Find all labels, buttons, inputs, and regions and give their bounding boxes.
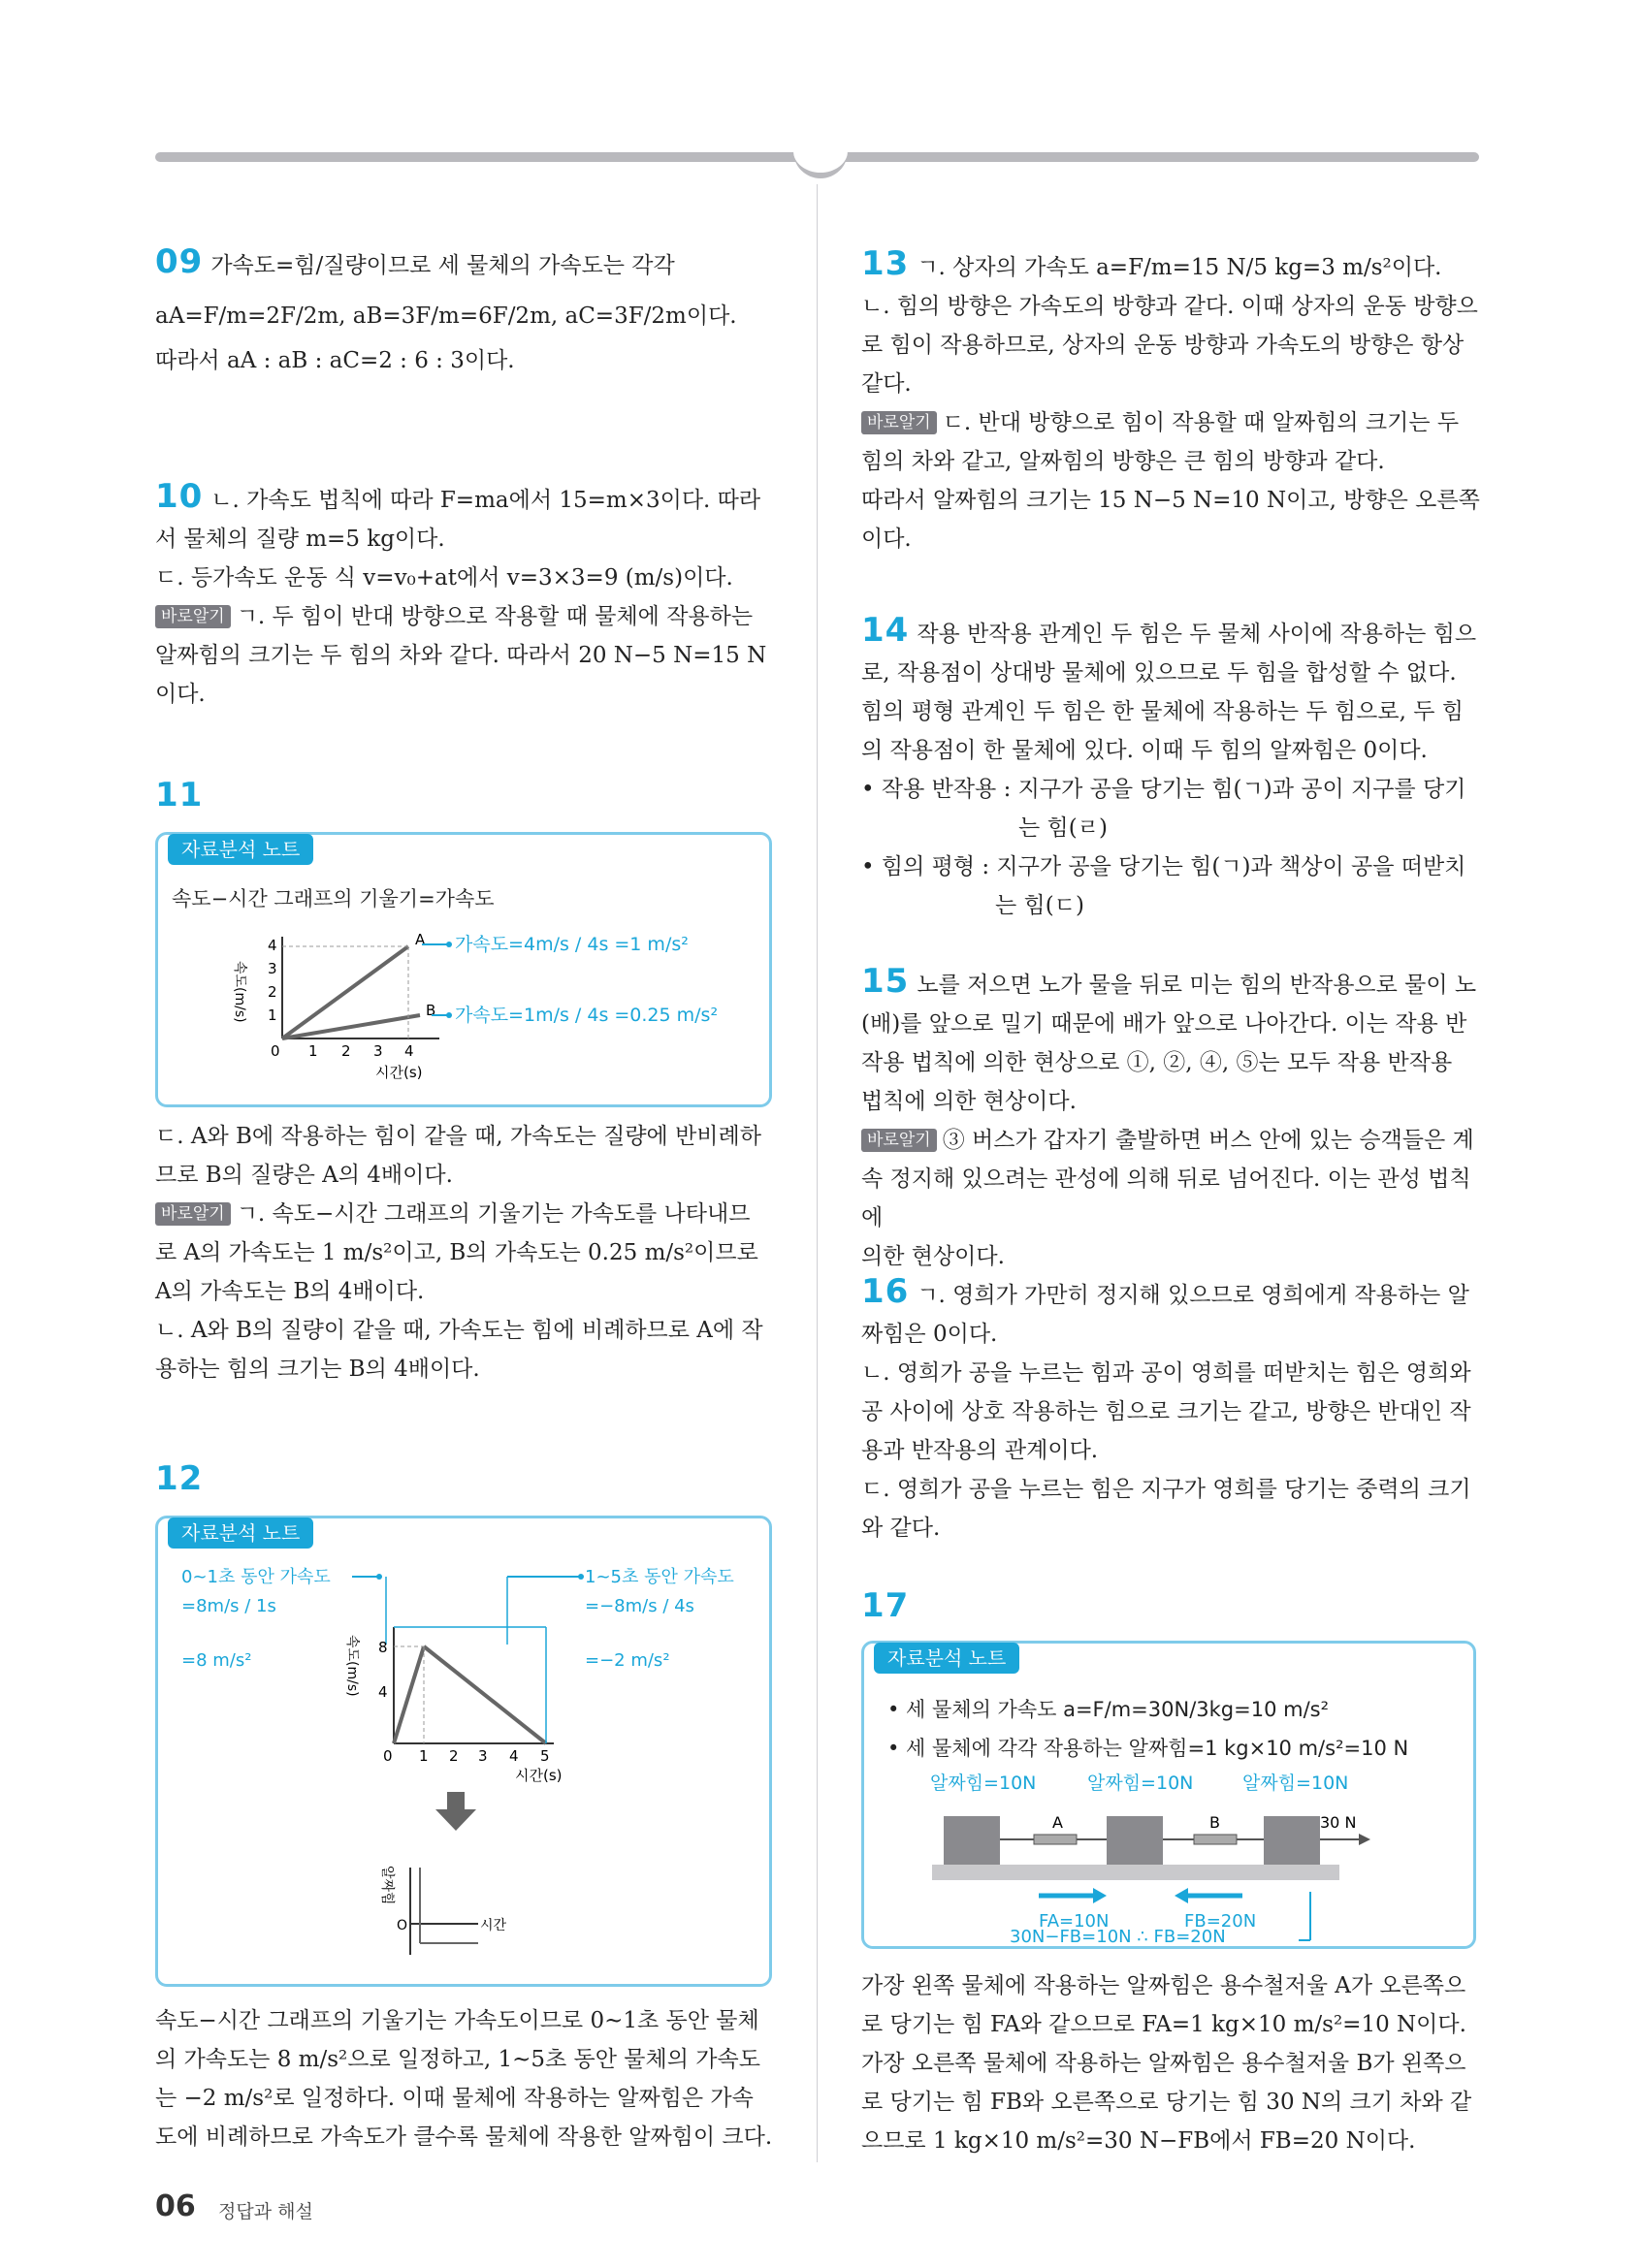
q17-spring-b-label: B: [1209, 1813, 1220, 1832]
q12-text: [155, 2001, 776, 2156]
q13-line-5: ㄷ. 반대 방향으로 힘이 작용할 때 알짜힘의 크기는 두: [942, 410, 1460, 435]
q12-tick-y8: 8: [378, 1639, 388, 1656]
q15-line-5: ③ 버스가 갑자기 출발하면 버스 안에 있는 승객들은 계: [942, 1128, 1474, 1153]
q17-line-1: 가장 왼쪽 물체에 작용하는 알짜힘은 용수철저울 A가 오른쪽으: [861, 1973, 1466, 1998]
q17-net-2: 알짜힘=10N: [1087, 1773, 1194, 1794]
q12-down-arrow: [435, 1792, 476, 1831]
q09-line-1: 가속도=힘/질량이므로 세 물체의 가속도는 각각: [210, 253, 675, 278]
q11-tick-y2: 2: [268, 983, 277, 1001]
q14-line-6: 는 힘(ㄹ): [1018, 815, 1108, 841]
q17-pull-label: 30 N: [1320, 1813, 1357, 1832]
q15-line-7: 의한 현상이다.: [861, 1244, 1005, 1269]
q09-line-3: 따라서 aA : aB : aC=2 : 6 : 3이다.: [155, 348, 515, 373]
q11-box-tag: 자료분석 노트: [168, 834, 313, 865]
footer-label: 정답과 해설: [218, 2201, 313, 2222]
q14-line-1: 작용 반작용 관계인 두 힘은 두 물체 사이에 작용하는 힘으: [917, 622, 1477, 647]
q15-line-2: (배)를 앞으로 밀기 때문에 배가 앞으로 나아간다. 이는 작용 반: [861, 1011, 1467, 1037]
q17-heading: [861, 1586, 1482, 1629]
q14-line-8: 는 힘(ㄷ): [995, 893, 1084, 918]
q17-floor: [932, 1865, 1339, 1880]
q10-number: 10: [155, 477, 204, 516]
q17-block-right: [1264, 1816, 1320, 1865]
q13-section: [861, 244, 1482, 559]
q12-note-right-2: =−2 m/s²: [585, 1650, 670, 1671]
q12-tick-x2: 2: [449, 1747, 459, 1765]
q17-number: 17: [861, 1586, 910, 1625]
q12-line-2: 의 가속도는 8 m/s²으로 일정하고, 1~5초 동안 물체의 가속도: [155, 2047, 760, 2072]
top-bar-notch: [793, 145, 848, 178]
q11-y-label: 속도(m/s): [232, 961, 247, 1023]
q12-note-left-2: =8 m/s²: [181, 1650, 252, 1671]
q16-line-7: 와 같다.: [861, 1516, 941, 1541]
q13-line-3: 로 힘이 작용하므로, 상자의 운동 방향과 가속도의 방향은 항상: [861, 333, 1465, 358]
q17-bullet-2: • 세 물체에 각각 작용하는 알짜힘=1 kg×10 m/s²=10 N: [887, 1737, 1409, 1760]
q12-tick-x5: 5: [540, 1747, 550, 1765]
q11-tick-x3: 3: [373, 1042, 383, 1060]
q17-net-1: 알짜힘=10N: [930, 1773, 1037, 1794]
q12-velocity-graph: [158, 1518, 769, 1984]
q16-line-2: 짜힘은 0이다.: [861, 1322, 998, 1347]
q11-number: 11: [155, 776, 204, 815]
q12-line-3: 는 −2 m/s²로 일정하다. 이때 물체에 작용하는 알짜힘은 가속: [155, 2086, 754, 2111]
q15-line-1: 노를 저으면 노가 물을 뒤로 미는 힘의 반작용으로 물이 노: [917, 973, 1477, 998]
q11-tick-x0: 0: [271, 1042, 280, 1060]
q17-bullet-1: • 세 물체의 가속도 a=F/m=30N/3kg=10 m/s²: [887, 1698, 1330, 1721]
q17-fa-label: FA=10N: [1039, 1911, 1110, 1932]
q13-line-4: 같다.: [861, 371, 912, 397]
q12-tick-x1: 1: [419, 1747, 429, 1765]
q16-line-5: 용과 반작용의 관계이다.: [861, 1438, 1099, 1463]
q11-line-4: 로 A의 가속도는 1 m/s²이고, B의 가속도는 0.25 m/s²이므로: [155, 1240, 758, 1265]
q12-force-label: 알짜힘: [379, 1866, 395, 1905]
q17-line-5: 으므로 1 kg×10 m/s²=30 N−FB에서 FB=20 N이다.: [861, 2128, 1416, 2154]
q11-tick-y3: 3: [268, 960, 277, 977]
q11-label-a: A: [415, 931, 426, 948]
q10-line-3: ㄷ. 등가속도 운동 식 v=v₀+at에서 v=3×3=9 (m/s)이다.: [155, 565, 733, 591]
q10-correction-badge: 바로알기: [155, 605, 231, 628]
q11-line-1: ㄷ. A와 B에 작용하는 힘이 같을 때, 가속도는 질량에 반비례하: [155, 1124, 761, 1149]
q11-line-b: [282, 1015, 420, 1038]
q11-line-7: 용하는 힘의 크기는 B의 4배이다.: [155, 1357, 480, 1382]
q10-line-1: ㄴ. 가속도 법칙에 따라 F=ma에서 15=m×3이다. 따라: [210, 488, 761, 513]
q11-line-2: 므로 B의 질량은 A의 4배이다.: [155, 1163, 453, 1188]
q16-line-1: ㄱ. 영희가 가만히 정지해 있으므로 영희에게 작용하는 알: [917, 1283, 1469, 1308]
q12-note-left-1: =8m/s / 1s: [181, 1596, 276, 1616]
column-divider: [817, 184, 818, 2162]
q17-block-left: [944, 1816, 1000, 1865]
q12-origin: O: [397, 1918, 408, 1933]
q12-line-4: 도에 비례하므로 가속도가 클수록 물체에 작용한 알짜힘이 크다.: [155, 2124, 773, 2150]
q12-note-right-1: =−8m/s / 4s: [585, 1596, 694, 1616]
q15-correction-badge: 바로알기: [861, 1129, 937, 1152]
q16-line-4: 공 사이에 상호 작용하는 힘으로 크기는 같고, 방향은 반대인 작: [861, 1399, 1471, 1424]
q15-line-3: 작용 법칙에 의한 현상으로 ①, ②, ④, ⑤는 모두 작용 반작용: [861, 1050, 1453, 1075]
q12-time-label: 시간: [480, 1918, 507, 1933]
q12-box-tag: 자료분석 노트: [168, 1517, 313, 1549]
q11-analysis-box: [155, 832, 772, 1107]
q17-text: [861, 1966, 1482, 2160]
q12-heading: [155, 1459, 776, 1502]
q09-number: 09: [155, 242, 204, 281]
q11-velocity-graph: [158, 835, 769, 1104]
q17-spring-a-label: A: [1052, 1813, 1063, 1832]
q17-block-diagram: [864, 1644, 1473, 1946]
q12-tick-x0: 0: [383, 1747, 393, 1765]
q17-fb-label: FB=20N: [1184, 1911, 1257, 1932]
q13-line-6: 힘의 차와 같고, 알짜힘의 방향은 큰 힘의 방향과 같다.: [861, 449, 1385, 474]
q12-tick-x4: 4: [509, 1747, 519, 1765]
q11-tick-x4: 4: [404, 1042, 414, 1060]
q13-line-1: ㄱ. 상자의 가속도 a=F/m=15 N/5 kg=3 m/s²이다.: [917, 255, 1442, 280]
q11-note-b: 가속도=1m/s / 4s =0.25 m/s²: [455, 1005, 719, 1026]
q12-number: 12: [155, 1459, 204, 1498]
q17-box-tag: 자료분석 노트: [874, 1643, 1019, 1674]
q13-line-2: ㄴ. 힘의 방향은 가속도의 방향과 같다. 이때 상자의 운동 방향으: [861, 294, 1478, 319]
q15-line-4: 법칙에 의한 현상이다.: [861, 1089, 1077, 1114]
q11-box-title: 속도−시간 그래프의 기울기=가속도: [172, 887, 495, 910]
q11-tick-x1: 1: [308, 1042, 318, 1060]
q12-x-label: 시간(s): [515, 1767, 563, 1784]
q12-analysis-box: [155, 1516, 772, 1987]
q16-line-3: ㄴ. 영희가 공을 누르는 힘과 공이 영희를 떠받치는 힘은 영희와: [861, 1360, 1471, 1386]
page-number: 06: [155, 2189, 196, 2223]
q14-line-5: • 작용 반작용 : 지구가 공을 당기는 힘(ㄱ)과 공이 지구를 당기: [861, 777, 1466, 802]
q11-line-3: ㄱ. 속도−시간 그래프의 기울기는 가속도를 나타내므: [236, 1201, 751, 1227]
q11-correction-badge: 바로알기: [155, 1202, 231, 1226]
q15-line-6: 속 정지해 있으려는 관성에 의해 뒤로 넘어진다. 이는 관성 법칙에: [861, 1166, 1471, 1230]
q11-label-b: B: [426, 1002, 436, 1019]
q12-note-right-title: 1~5초 동안 가속도: [585, 1567, 734, 1587]
q14-section: [861, 611, 1482, 925]
q11-tick-x2: 2: [341, 1042, 351, 1060]
q17-line-3: 가장 오른쪽 물체에 작용하는 알짜힘은 용수철저울 B가 왼쪽으: [861, 2051, 1466, 2076]
q17-calc: 30N−FB=10N ∴ FB=20N: [1010, 1927, 1226, 1946]
q11-line-5: A의 가속도는 B의 4배이다.: [155, 1279, 425, 1304]
q12-segment-fall: [424, 1646, 546, 1743]
q11-line-6: ㄴ. A와 B의 질량이 같을 때, 가속도는 힘에 비례하므로 A에 작: [155, 1318, 763, 1343]
q12-tick-y4: 4: [378, 1683, 388, 1701]
q13-line-8: 이다.: [861, 527, 912, 552]
q13-line-7: 따라서 알짜힘의 크기는 15 N−5 N=10 N이고, 방향은 오른쪽: [861, 488, 1480, 513]
q14-line-7: • 힘의 평형 : 지구가 공을 당기는 힘(ㄱ)과 책상이 공을 떠받치: [861, 854, 1466, 879]
q14-line-2: 로, 작용점이 상대방 물체에 있으므로 두 힘을 합성할 수 없다.: [861, 660, 1457, 686]
q13-number: 13: [861, 244, 910, 283]
q17-line-4: 로 당기는 힘 FB와 오른쪽으로 당기는 힘 30 N의 크기 차와 같: [861, 2090, 1472, 2115]
q12-note-left-title: 0~1초 동안 가속도: [181, 1567, 331, 1587]
q11-x-label: 시간(s): [375, 1064, 423, 1081]
q12-y-label: 속도(m/s): [344, 1635, 360, 1697]
q09-section: [155, 242, 776, 380]
q15-section: [861, 962, 1482, 1276]
q11-line-a: [282, 946, 408, 1038]
q10-line-5: 알짜힘의 크기는 두 힘의 차와 같다. 따라서 20 N−5 N=15 N: [155, 643, 767, 668]
q15-number: 15: [861, 962, 910, 1001]
q09-line-2: aA=F/m=2F/2m, aB=3F/m=6F/2m, aC=3F/2m이다.: [155, 303, 737, 329]
q17-block-middle: [1107, 1816, 1163, 1865]
q16-section: [861, 1272, 1482, 1548]
q11-tick-y4: 4: [268, 937, 277, 954]
q10-line-4: ㄱ. 두 힘이 반대 방향으로 작용할 때 물체에 작용하는: [236, 604, 754, 629]
q14-line-3: 힘의 평형 관계인 두 힘은 한 물체에 작용하는 두 힘으로, 두 힘: [861, 699, 1464, 724]
q16-number: 16: [861, 1272, 910, 1311]
q10-line-2: 서 물체의 질량 m=5 kg이다.: [155, 527, 445, 552]
q11-tick-y1: 1: [268, 1006, 277, 1024]
q11-text: [155, 1117, 776, 1389]
q17-line-2: 로 당기는 힘 FA와 같으므로 FA=1 kg×10 m/s²=10 N이다.: [861, 2012, 1466, 2037]
q10-line-6: 이다.: [155, 682, 206, 707]
q12-line-1: 속도−시간 그래프의 기울기는 가속도이므로 0~1초 동안 물체: [155, 2008, 759, 2033]
q14-number: 14: [861, 611, 910, 650]
q13-correction-badge: 바로알기: [861, 411, 937, 434]
q11-note-a: 가속도=4m/s / 4s =1 m/s²: [455, 934, 689, 955]
q17-analysis-box: [861, 1641, 1476, 1949]
q12-segment-rise: [394, 1646, 424, 1743]
q11-heading: [155, 776, 776, 818]
q12-tick-x3: 3: [478, 1747, 488, 1765]
q16-line-6: ㄷ. 영희가 공을 누르는 힘은 지구가 영희를 당기는 중력의 크기: [861, 1477, 1471, 1502]
q17-net-3: 알짜힘=10N: [1242, 1773, 1349, 1794]
q10-section: [155, 477, 776, 714]
q14-line-4: 의 작용점이 한 물체에 있다. 이때 두 힘의 알짜힘은 0이다.: [861, 738, 1428, 763]
